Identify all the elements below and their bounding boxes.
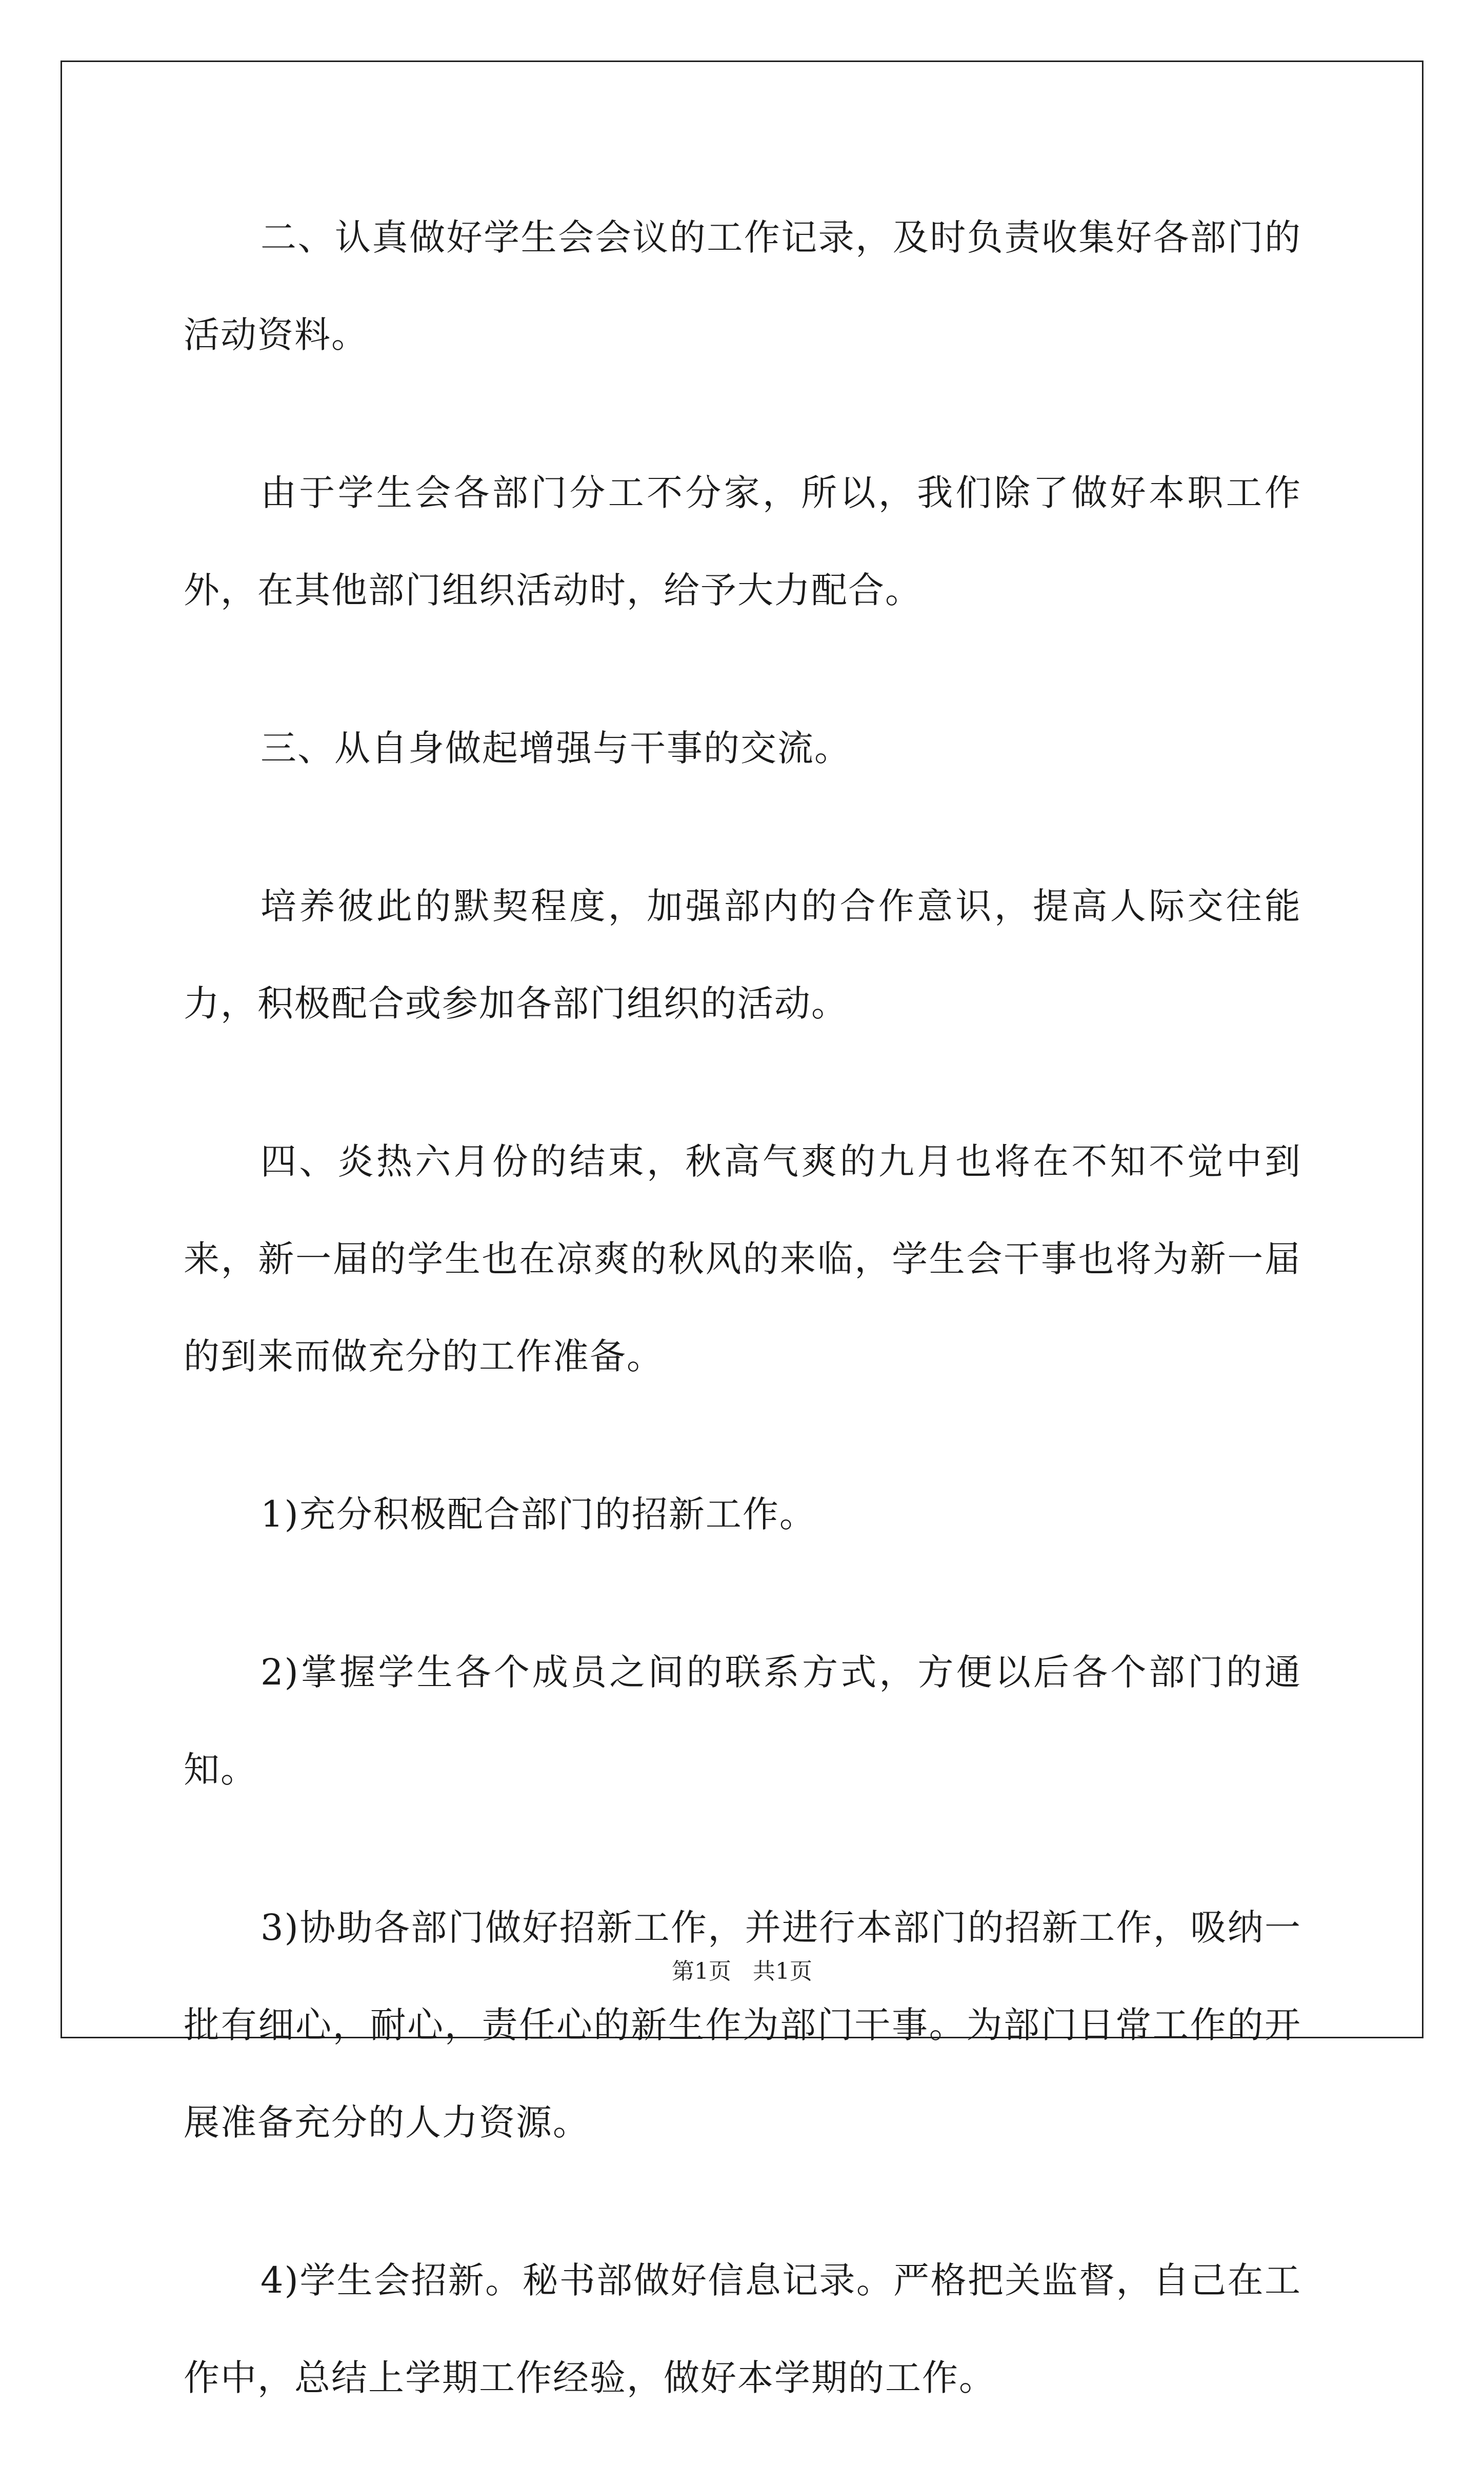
document-body <box>184 189 1301 2487</box>
paragraph: 2)掌握学生各个成员之间的联系方式，方便以后各个部门的通知。 <box>184 1651 1301 1791</box>
paragraph: 三、从自身做起增强与干事的交流。 <box>260 727 851 769</box>
paragraph: 二、认真做好学生会会议的工作记录，及时负责收集好各部门的活动资料。 <box>184 216 1301 356</box>
paragraph: 3)协助各部门做好招新工作，并进行本部门的招新工作，吸纳一批有细心，耐心，责任心的新生作为部门干事。为部门日常工作的开展准备充分的人力资源。 <box>184 1907 1301 2143</box>
paragraph: 1)充分积极配合部门的招新工作。 <box>260 1493 816 1535</box>
paragraph: 培养彼此的默契程度，加强部内的合作意识，提高人际交往能力，积极配合或参加各部门组织的活动。 <box>184 885 1301 1025</box>
page-footer <box>0 1953 1484 1985</box>
paragraph: 4)学生会招新。秘书部做好信息记录。严格把关监督，自己在工作中，总结上学期工作经验，做好本学期的工作。 <box>184 2259 1301 2399</box>
paragraph: 四、炎热六月份的结束，秋高气爽的九月也将在不知不觉中到来，新一届的学生也在凉爽的秋风的来临，学生会干事也将为新一届的到来而做充分的工作准备。 <box>184 1140 1301 1377</box>
paragraph: 由于学生会各部门分工不分家，所以，我们除了做好本职工作外，在其他部门组织活动时，给予大力配合。 <box>184 472 1301 611</box>
page-total: 共1页 <box>753 1958 812 1984</box>
page-number: 第1页 <box>672 1958 731 1984</box>
